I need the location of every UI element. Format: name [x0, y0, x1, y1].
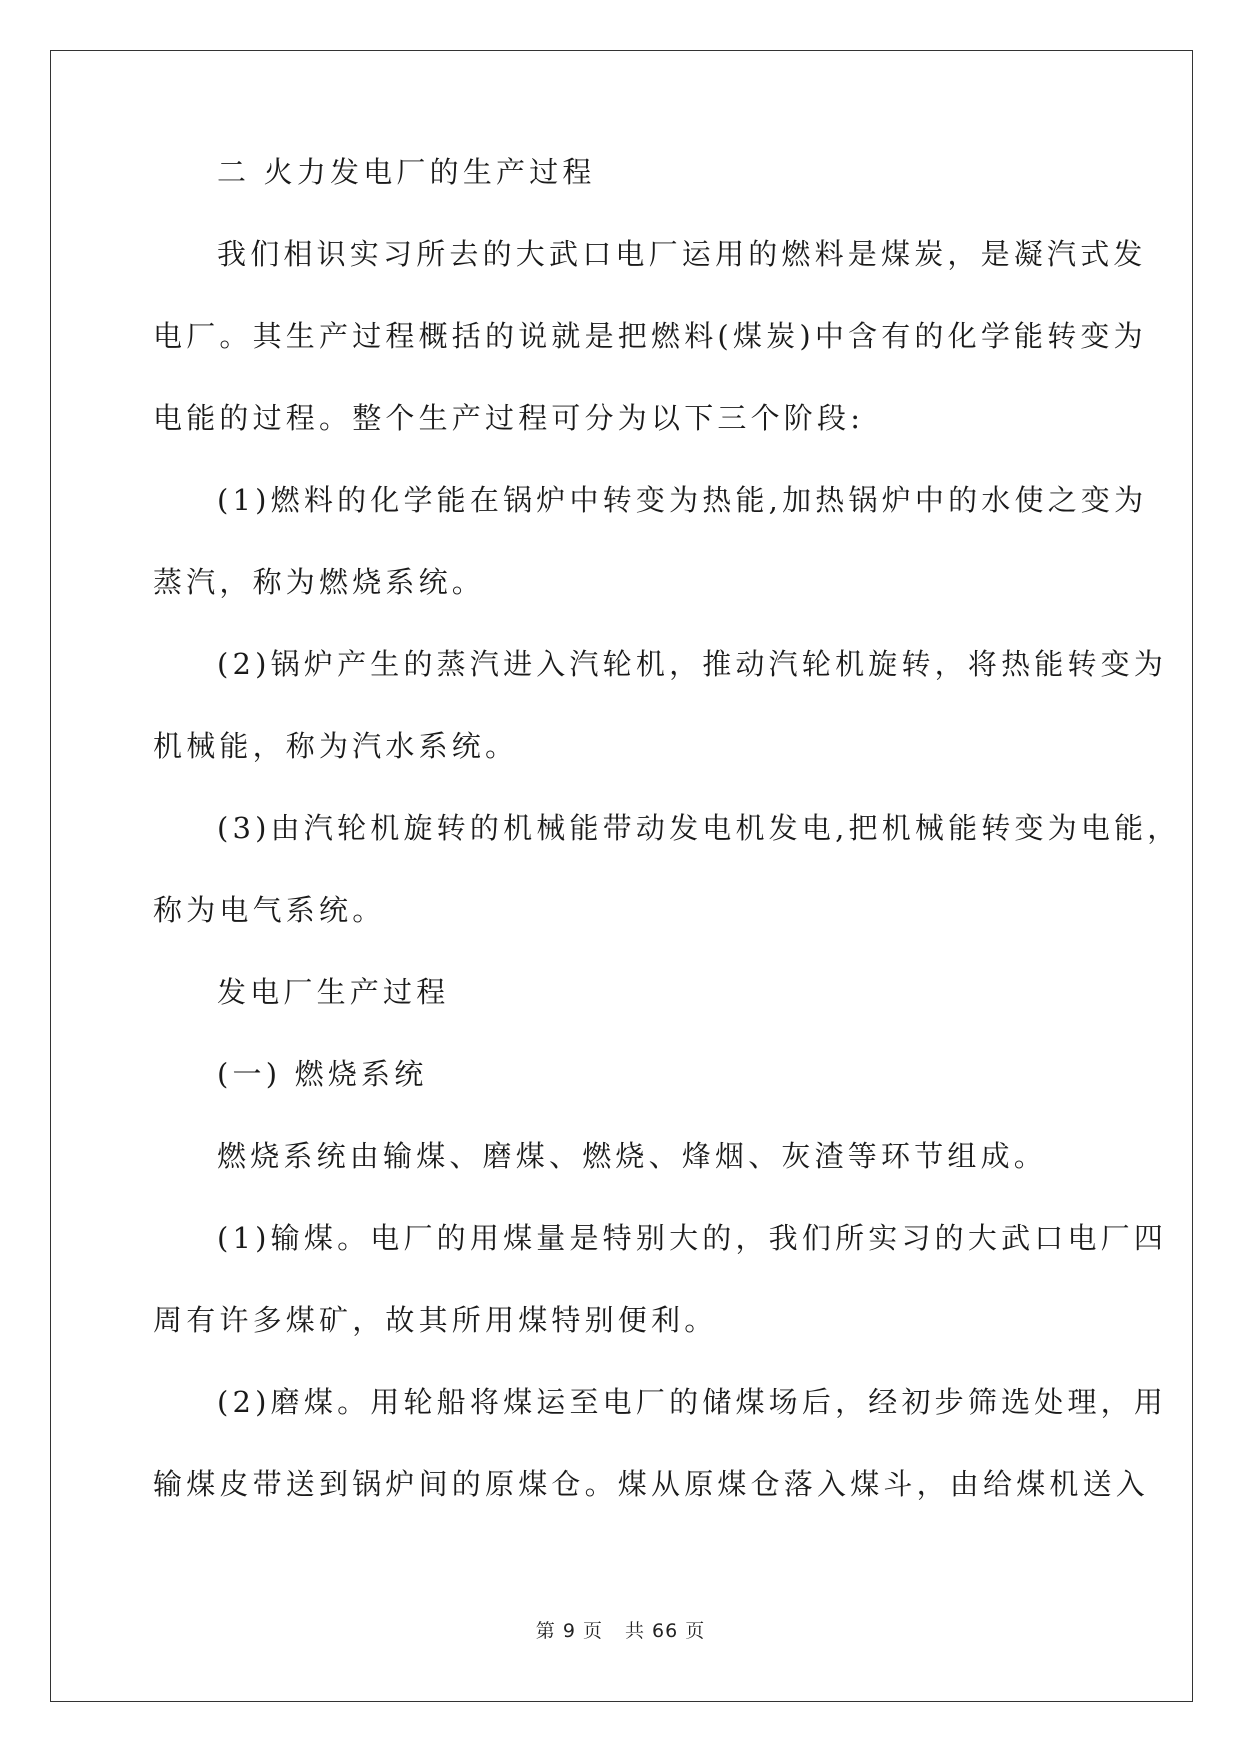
- total-pages: 共 66 页: [624, 1620, 706, 1642]
- paragraph-line: (1)燃料的化学能在锅炉中转变为热能,加热锅炉中的水使之变为: [217, 483, 1148, 517]
- paragraph-line: 电能的过程。整个生产过程可分为以下三个阶段:: [153, 401, 865, 435]
- subsection-heading: (一) 燃烧系统: [217, 1057, 428, 1091]
- paragraph-line: 输煤皮带送到锅炉间的原煤仓。煤从原煤仓落入煤斗，由给煤机送入: [153, 1467, 1150, 1501]
- paragraph-line: 蒸汽，称为燃烧系统。: [153, 565, 486, 599]
- page-footer: [0, 1616, 1241, 1643]
- paragraph-line: 燃烧系统由输煤、磨煤、燃烧、烽烟、灰渣等环节组成。: [217, 1139, 1048, 1173]
- paragraph-line: (1)输煤。电厂的用煤量是特别大的，我们所实习的大武口电厂四: [217, 1221, 1168, 1255]
- paragraph-line: (2)锅炉产生的蒸汽进入汽轮机，推动汽轮机旋转，将热能转变为: [217, 647, 1168, 681]
- section-heading: 二 火力发电厂的生产过程: [217, 155, 596, 189]
- paragraph-line: 周有许多煤矿，故其所用煤特别便利。: [153, 1303, 718, 1337]
- subsection-heading: 发电厂生产过程: [217, 975, 450, 1009]
- paragraph-line: 称为电气系统。: [153, 893, 386, 927]
- paragraph-line: (3)由汽轮机旋转的机械能带动发电机发电,把机械能转变为电能，: [217, 811, 1181, 845]
- document-body: [153, 131, 1181, 1525]
- paragraph-line: 我们相识实习所去的大武口电厂运用的燃料是煤炭，是凝汽式发: [217, 237, 1147, 271]
- page-number: 第 9 页: [535, 1620, 603, 1642]
- paragraph-line: 机械能，称为汽水系统。: [153, 729, 519, 763]
- paragraph-line: (2)磨煤。用轮船将煤运至电厂的储煤场后，经初步筛选处理，用: [217, 1385, 1168, 1419]
- paragraph-line: 电厂。其生产过程概括的说就是把燃料(煤炭)中含有的化学能转变为: [153, 319, 1147, 353]
